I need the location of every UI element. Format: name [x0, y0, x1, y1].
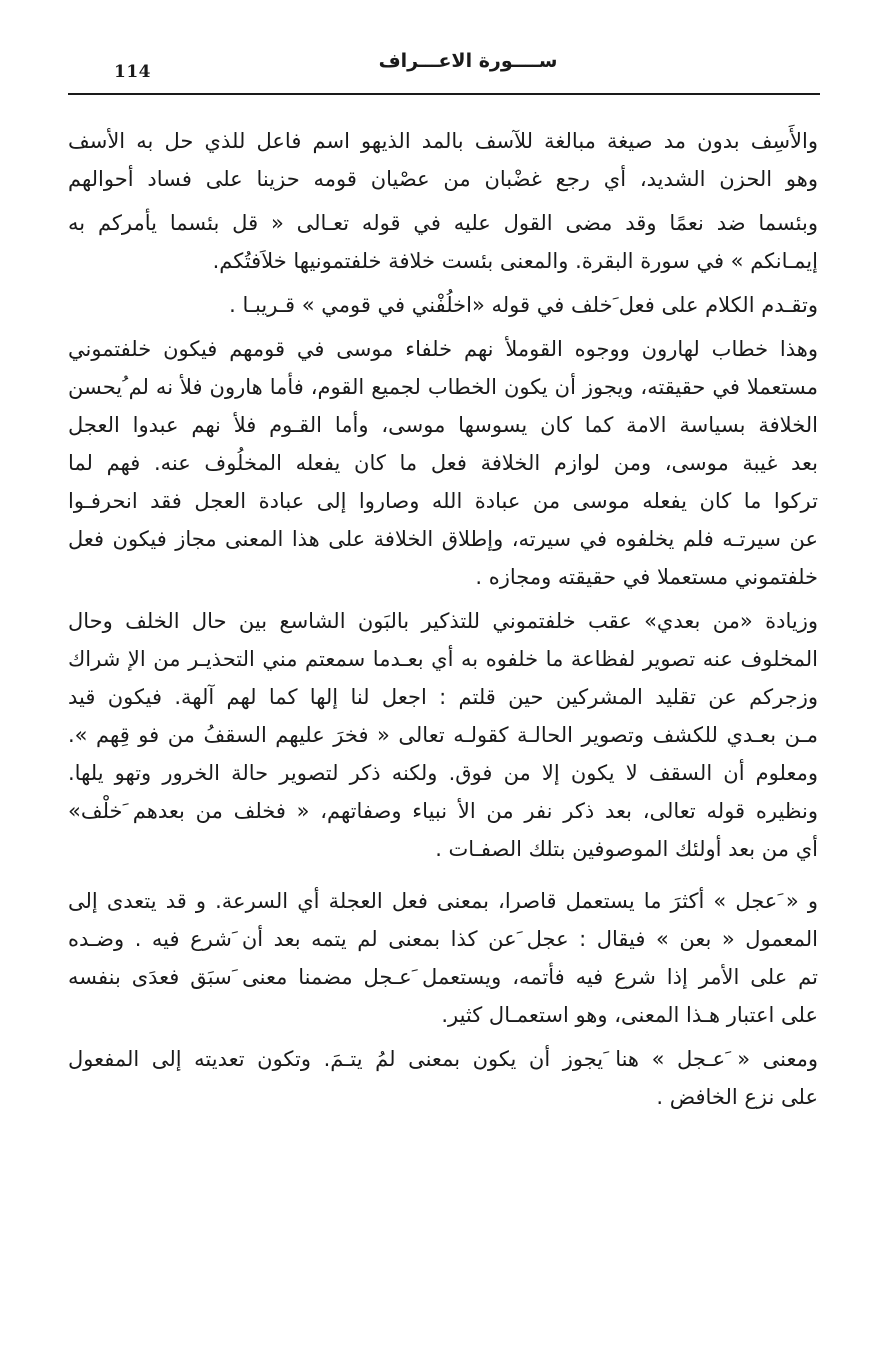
text-line: تركوا ما كان يفعله موسى من عبادة الله وصاروا إلى عبادة العجل فقد انحرفـوا: [68, 489, 818, 513]
text-line: مستعملا في حقيقته، ويجوز أن يكون الخطاب لجميع القوم، فأما هارون فلأ نه لم ُيحسن: [68, 375, 818, 399]
text-line: أي من بعد أولئك الموصوفين بتلك الصفـات .: [435, 837, 818, 861]
text-line: إيمـانكم » في سورة البقرة. والمعنى بئست خلافة خلفتمونيها خلاَفتُكم.: [212, 249, 818, 273]
page-header: [68, 44, 820, 92]
body-text: [68, 122, 818, 1116]
text-line: وتقـدم الكلام على فعل َخلف في قوله «اخلُفْني في قومي » قـريبـا .: [229, 293, 818, 317]
text-line: المخلوف عنه تصوير لفظاعة ما خلفوه به أي بعـدما سمعتم مني التحذيـر من الإ شراك: [68, 647, 818, 671]
text-line: عن سيرتـه فلم يخلفوه في سيرته، وإطلاق الخلافة على هذا المعنى مجاز فيكون فعل: [68, 527, 818, 551]
text-line: ونظيره قوله تعالى، بعد ذكر نفر من الأ نبياء وصفاتهم، « فخلف من بعدهم َخلْف»: [68, 799, 818, 823]
text-line: على نزع الخافض .: [656, 1085, 818, 1109]
text-line: وهو الحزن الشديد، أي رجع غضْبان من عصْيان قومه حزينا على فساد أحوالهم: [68, 167, 818, 191]
text-line: َتم على الأمر إذا شرع فيه فأتمه، ويستعمل َعـجل مضمنا معنى َسبَق فعدَى بنفسه: [68, 965, 818, 989]
text-line: بعد غيبة موسى، ومن لوازم الخلافة فعل ما كان يفعله المخلُوف عنه. فهم لما: [68, 451, 818, 475]
text-line: ومعلوم أن السقف لا يكون إلا من فوق. ولكنه ذكر لتصوير حالة الخرور وتهو يلها.: [68, 761, 818, 785]
page-number: 114: [114, 62, 151, 82]
text-line: ومعنى « َعـجل » هنا َيجوز أن يكون بمعنى لمُ يتـمَ. وتكون تعديته إلى المفعول: [68, 1047, 818, 1071]
text-line: وزيادة «من بعدي» عقب خلفتموني للتذكير بالبَون الشاسع بين حال الخلف وحال: [68, 609, 818, 633]
text-line: مـن بعـدي للكشف وتصوير الحالـة كقولـه تعالى « فخرَ عليهم السقفُ من فو قِهم ».: [68, 723, 818, 747]
text-line: والأَسِف بدون مد صيغة مبالغة للآسف بالمد الذيهو اسم فاعل للذي حل به الأسف: [68, 129, 818, 153]
text-line: وزجركم عن تقليد المشركين حين قلتم : اجعل لنا إلها كما لهم آلهة. فيكون قيد: [68, 685, 818, 709]
text-line: الخلافة بسياسة الامة كما كان يسوسها موسى، وأما القـوم فلأ نهم عبدوا العجل: [68, 413, 818, 437]
text-line: على اعتبار هـذا المعنى، وهو استعمـال كثير.: [441, 1003, 818, 1027]
surah-title: ســــورة الاعـــراف: [378, 50, 558, 72]
text-line: وهذا خطاب لهارون ووجوه القوملأ نهم خلفاء موسى في قومهم فيكون خلفتموني: [68, 337, 818, 361]
header-rule: [68, 93, 820, 95]
text-line: و « َعجل » أكثرَ ما يستعمل قاصرا، بمعنى فعل العجلة أي السرعة. و قد يتعدى إلى: [68, 889, 818, 913]
text-line: خلفتموني مستعملا في حقيقته ومجازه .: [475, 565, 818, 589]
text-line: المعمول « بعن » فيقال : عجل َعن كذا بمعنى لم يتمه بعد أن َشرع فيه . وضـده: [68, 927, 818, 951]
text-line: وبئسما ضد نعمًا وقد مضى القول عليه في قوله تعـالى « قل بئسما يأمركم به: [68, 211, 818, 235]
